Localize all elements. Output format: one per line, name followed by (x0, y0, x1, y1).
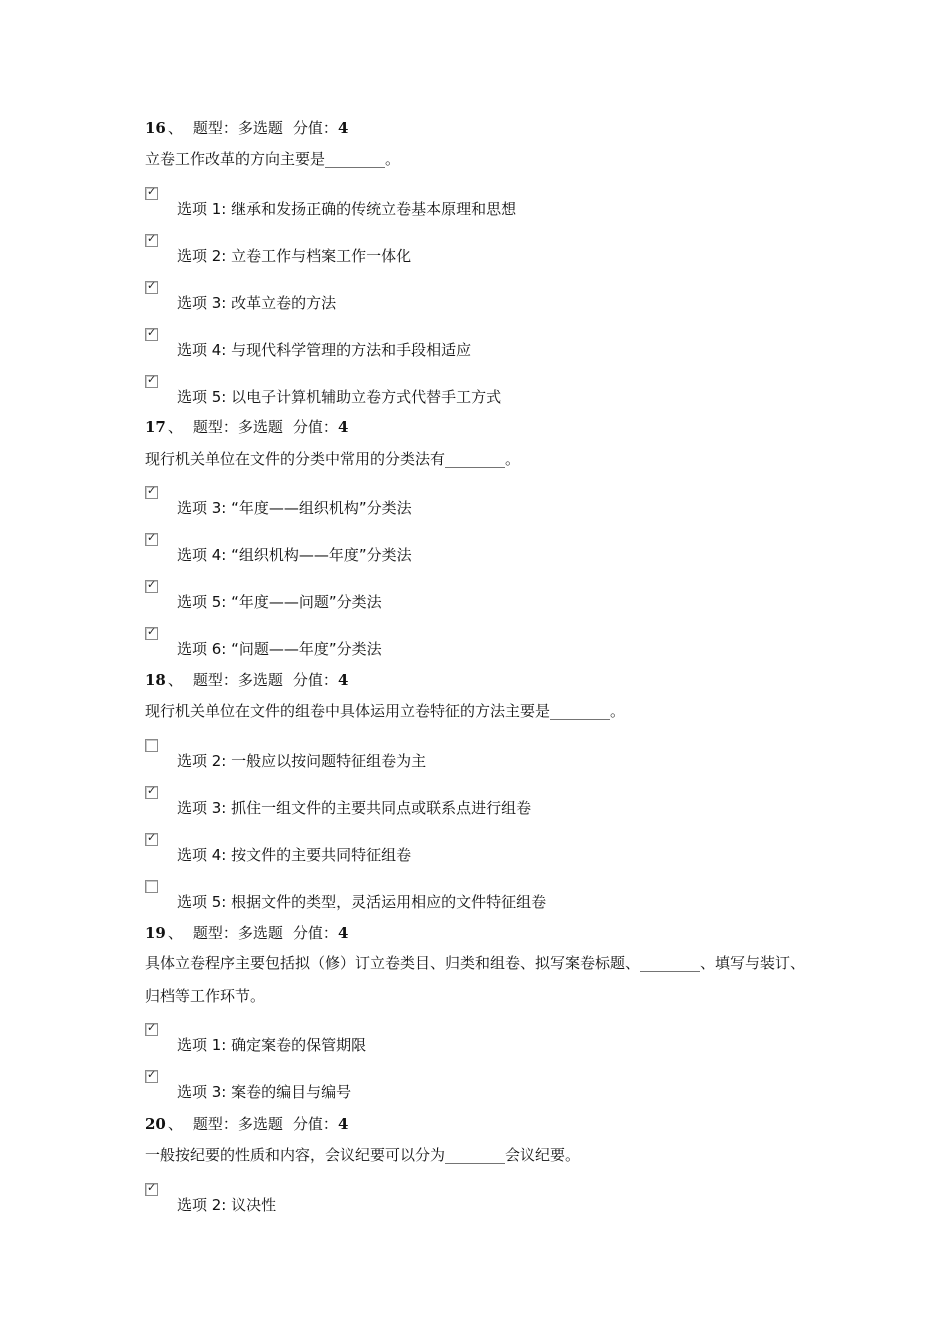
checkmark-icon: ✓ (147, 326, 157, 339)
question-type: 多选题 (237, 671, 283, 689)
option-item[interactable] (145, 234, 805, 278)
option-item[interactable] (145, 281, 805, 325)
checkmark-icon: ✓ (147, 831, 157, 844)
option-checkbox[interactable] (145, 234, 158, 247)
option-item[interactable] (145, 580, 805, 624)
option-item[interactable] (145, 533, 805, 577)
question-separator: 、 (167, 924, 183, 942)
question-score: 4 (337, 1115, 349, 1133)
question-text: 立卷工作改革的方向主要是________。 (145, 150, 401, 168)
option-label: 选项 5: 以电子计算机辅助立卷方式代替手工方式 (177, 388, 502, 406)
question-separator: 、 (167, 671, 183, 689)
checkmark-icon: ✓ (147, 625, 157, 638)
option-label: 选项 4: “组织机构——年度”分类法 (177, 546, 412, 564)
checkmark-icon: ✓ (147, 279, 157, 292)
option-checkbox[interactable] (145, 486, 158, 499)
option-label: 选项 6: “问题——年度”分类法 (177, 640, 382, 658)
checkmark-icon: ✓ (147, 1021, 157, 1034)
option-label: 选项 5: “年度——问题”分类法 (177, 593, 382, 611)
checkmark-icon: ✓ (147, 531, 157, 544)
option-item[interactable] (145, 375, 805, 419)
option-checkbox[interactable] (145, 375, 158, 388)
question-score-label: 分值： (292, 119, 338, 137)
question-text: 一般按纪要的性质和内容，会议纪要可以分为________会议纪要。 (145, 1146, 581, 1164)
checkmark-icon: ✓ (147, 1181, 157, 1194)
question-header (145, 117, 348, 138)
option-checkbox[interactable] (145, 1070, 158, 1083)
checkmark-icon: ✓ (147, 232, 157, 245)
question-score: 4 (337, 924, 349, 942)
option-checkbox[interactable] (145, 880, 158, 893)
question-type-label: 题型： (192, 924, 238, 942)
question-number: 16 (145, 119, 166, 137)
question-type: 多选题 (237, 1115, 283, 1133)
option-label: 选项 2: 立卷工作与档案工作一体化 (177, 247, 412, 265)
option-item[interactable] (145, 1183, 805, 1227)
question-type: 多选题 (237, 924, 283, 942)
question-text: 现行机关单位在文件的分类中常用的分类法有________。 (145, 450, 521, 468)
question-separator: 、 (167, 1115, 183, 1133)
question-header (145, 1113, 348, 1134)
option-checkbox[interactable] (145, 1183, 158, 1196)
question-number: 19 (145, 924, 166, 942)
question-separator: 、 (167, 418, 183, 436)
option-label: 选项 3: 抓住一组文件的主要共同点或联系点进行组卷 (177, 799, 532, 817)
option-checkbox[interactable] (145, 281, 158, 294)
option-checkbox[interactable] (145, 328, 158, 341)
question-score-label: 分值： (292, 671, 338, 689)
option-item[interactable] (145, 880, 805, 924)
option-checkbox[interactable] (145, 739, 158, 752)
checkmark-icon: ✓ (147, 1068, 157, 1081)
option-item[interactable] (145, 328, 805, 372)
question-header (145, 416, 348, 437)
question-number: 18 (145, 671, 166, 689)
option-label: 选项 5: 根据文件的类型，灵活运用相应的文件特征组卷 (177, 893, 547, 911)
option-label: 选项 2: 一般应以按问题特征组卷为主 (177, 752, 427, 770)
question-score-label: 分值： (292, 1115, 338, 1133)
question-text: 具体立卷程序主要包括拟（修）订立卷类目、归类和组卷、拟写案卷标题、________、填写与装订、归档等工作环节。 (145, 954, 806, 1005)
option-label: 选项 3: “年度——组织机构”分类法 (177, 499, 412, 517)
question-score: 4 (337, 418, 349, 436)
checkmark-icon: ✓ (147, 578, 157, 591)
question-score: 4 (337, 119, 349, 137)
option-label: 选项 3: 改革立卷的方法 (177, 294, 337, 312)
option-label: 选项 1: 确定案卷的保管期限 (177, 1036, 367, 1054)
question-header (145, 669, 348, 690)
question-score-label: 分值： (292, 418, 338, 436)
option-label: 选项 3: 案卷的编目与编号 (177, 1083, 352, 1101)
option-checkbox[interactable] (145, 187, 158, 200)
question-number: 20 (145, 1115, 166, 1133)
question-text: 现行机关单位在文件的组卷中具体运用立卷特征的方法主要是________。 (145, 702, 626, 720)
question-type-label: 题型： (192, 119, 238, 137)
question-number: 17 (145, 418, 166, 436)
option-label: 选项 4: 按文件的主要共同特征组卷 (177, 846, 412, 864)
option-item[interactable] (145, 187, 805, 231)
option-item[interactable] (145, 627, 805, 671)
question-score: 4 (337, 671, 349, 689)
checkmark-icon: ✓ (147, 784, 157, 797)
option-item[interactable] (145, 486, 805, 530)
question-separator: 、 (167, 119, 183, 137)
option-item[interactable] (145, 1023, 805, 1067)
option-label: 选项 1: 继承和发扬正确的传统立卷基本原理和思想 (177, 200, 517, 218)
option-item[interactable] (145, 833, 805, 877)
checkmark-icon: ✓ (147, 185, 157, 198)
question-type-label: 题型： (192, 671, 238, 689)
option-checkbox[interactable] (145, 627, 158, 640)
option-checkbox[interactable] (145, 580, 158, 593)
option-item[interactable] (145, 786, 805, 830)
option-checkbox[interactable] (145, 1023, 158, 1036)
question-type: 多选题 (237, 418, 283, 436)
question-header (145, 922, 348, 943)
option-checkbox[interactable] (145, 786, 158, 799)
question-type-label: 题型： (192, 418, 238, 436)
option-checkbox[interactable] (145, 533, 158, 546)
checkmark-icon: ✓ (147, 373, 157, 386)
checkmark-icon: ✓ (147, 484, 157, 497)
question-type: 多选题 (237, 119, 283, 137)
option-item[interactable] (145, 739, 805, 783)
question-score-label: 分值： (292, 924, 338, 942)
option-checkbox[interactable] (145, 833, 158, 846)
option-label: 选项 2: 议决性 (177, 1196, 277, 1214)
option-label: 选项 4: 与现代科学管理的方法和手段相适应 (177, 341, 472, 359)
question-type-label: 题型： (192, 1115, 238, 1133)
option-item[interactable] (145, 1070, 805, 1114)
